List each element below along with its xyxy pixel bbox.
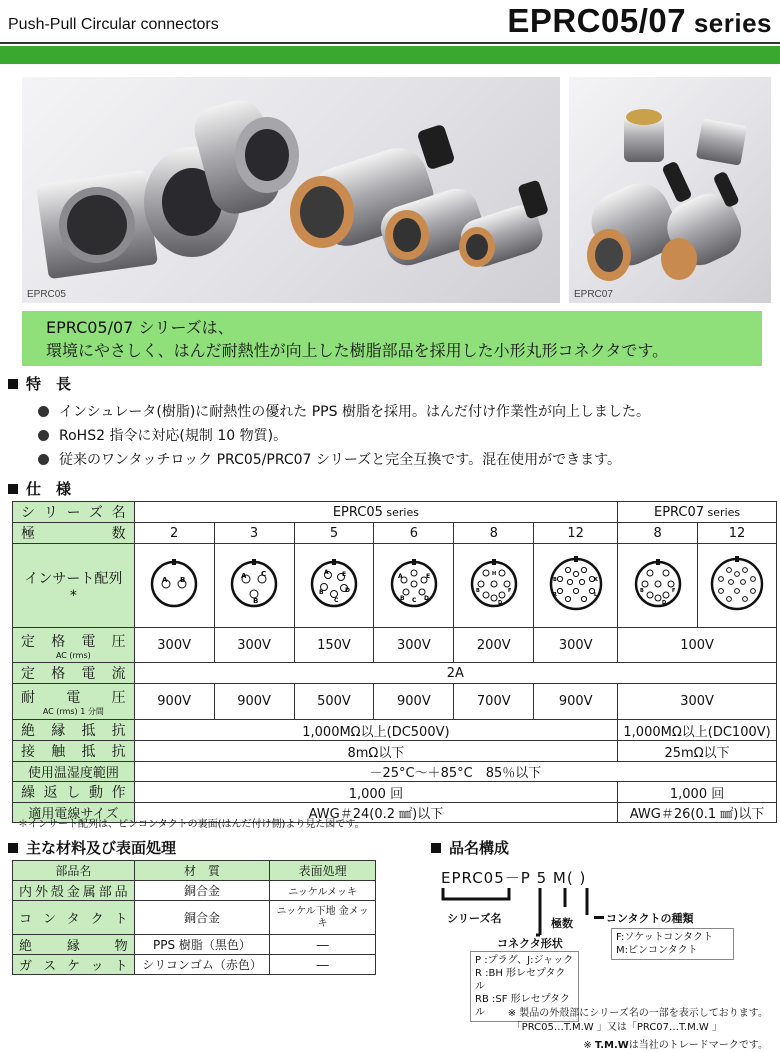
series05-name: EPRC05 [332, 504, 383, 520]
current-cell: 2A [134, 663, 776, 684]
svg-text:D: D [344, 586, 350, 594]
partnumber-shape: コネクタ形状 [497, 937, 563, 950]
poles-cell: 8 [454, 523, 534, 544]
spec-row-contact [13, 741, 777, 762]
section-square-icon [431, 843, 441, 853]
spec-row-series [13, 502, 777, 523]
spec-row-poles [13, 523, 777, 544]
poles-cell: 12 [534, 523, 618, 544]
svg-text:B: B [318, 588, 324, 596]
spec-row-current [13, 663, 777, 684]
poles-cell: 2 [134, 523, 214, 544]
insert-6pin-icon [384, 554, 444, 614]
voltage-cell: 300V [134, 628, 214, 663]
series07-name: EPRC07 [653, 504, 705, 520]
insert-2pin-icon [144, 554, 204, 614]
svg-text:H: H [491, 570, 496, 577]
shape-option: P :プラグ、J:ジャック [475, 955, 574, 966]
contact-type-label: コンタクトの種類 [606, 912, 694, 925]
spec-row-temp [13, 762, 777, 782]
shape-option: RB :SF 形レセプタクル [475, 994, 570, 1018]
material-finish: ― [270, 955, 376, 975]
svg-text:E: E [341, 570, 347, 578]
header-title-main: EPRC05/07 [507, 2, 687, 39]
voltage-cell: 300V [374, 628, 454, 663]
trademark-note-1: ※ 製品の外殻部にシリーズ名の一部を表示しております。 [507, 1008, 768, 1019]
svg-text:B: B [253, 596, 259, 605]
feature-text: インシュレータ(樹脂)に耐熱性の優れた PPS 樹脂を採用。はんだ付け作業性が向上しました。 [59, 404, 650, 420]
svg-text:B: B [475, 587, 480, 594]
header-green-bar [0, 46, 780, 64]
trademark-brand: T.M.W [594, 1040, 629, 1051]
svg-text:A: A [397, 572, 403, 580]
intro-line-1: EPRC05/07 シリーズは、 [46, 318, 234, 337]
spec-label-withstand [13, 684, 135, 720]
poles-cell: 8 [618, 523, 698, 544]
eprc07-connectors-illustration [569, 77, 771, 303]
svg-text:L: L [593, 591, 597, 598]
svg-text:F: F [671, 587, 675, 594]
material-finish: ニッケルメッキ [270, 881, 376, 901]
materials-header: 部品名 [13, 861, 135, 881]
withstand-cell: 500V [294, 684, 374, 720]
svg-text:B: B [639, 587, 644, 594]
withstand-cell: 900V [534, 684, 618, 720]
product-photo-eprc05 [22, 77, 560, 303]
contact-cell-05: 8mΩ以下 [134, 741, 617, 762]
voltage-cell: 200V [454, 628, 534, 663]
withstand-cell: 900V [134, 684, 214, 720]
svg-text:A: A [162, 575, 168, 584]
withstand-cell: 700V [454, 684, 534, 720]
header-title [507, 2, 772, 40]
svg-text:C: C [261, 569, 267, 578]
materials-title: 主な材料及び表面処理 [26, 839, 177, 857]
material-name: 銅合金 [134, 901, 270, 935]
partnumber-heading [431, 837, 509, 858]
insert-diagram-3 [214, 544, 294, 628]
contact-option: F:ソケットコンタクト [616, 932, 713, 943]
features-heading [8, 373, 71, 394]
materials-row [13, 901, 376, 935]
shape-option: R :BH 形レセプタクル [475, 968, 566, 992]
materials-header-row [13, 861, 376, 881]
wire-cell-05: AWG＃24(0.2 ㎟)以下 [134, 803, 617, 823]
poles-cell: 6 [374, 523, 454, 544]
section-square-icon [8, 843, 18, 853]
spec-row-cycles [13, 782, 777, 803]
temp-cell: －25°C～＋85°C 85％以下 [134, 762, 776, 782]
spec-title: 仕 様 [26, 480, 72, 498]
header-subtitle: Push-Pull Circular connectors [8, 16, 219, 33]
material-finish: ニッケル下地 金メッキ [270, 901, 376, 935]
poles-cell: 12 [698, 523, 777, 544]
series05-suffix: series [382, 505, 419, 519]
material-part: コンタクト [13, 901, 135, 935]
series07-suffix: series [704, 505, 741, 519]
product-photo-eprc07 [569, 77, 771, 303]
connector-line-icon [594, 916, 604, 919]
svg-text:R: R [552, 591, 557, 598]
feature-item [38, 401, 650, 421]
svg-text:D: D [497, 599, 502, 606]
svg-text:B: B [180, 575, 186, 584]
bullet-icon [38, 454, 49, 465]
materials-row [13, 881, 376, 901]
svg-text:F: F [507, 587, 512, 594]
materials-table [12, 860, 376, 975]
cycles-cell-05: 1,000 回 [134, 782, 617, 803]
insert-07-12pin-icon [705, 552, 769, 616]
partnumber-poles: 極数 [551, 917, 573, 930]
contact-option: M:ピンコンタクト [616, 945, 698, 956]
trademark-note-3: ※ T.M.Wは当社のトレードマークです。 [583, 1040, 768, 1051]
insert-3pin-icon [224, 554, 284, 614]
header-divider [0, 42, 780, 44]
material-part: ガスケット [13, 955, 135, 975]
spec-label-voltage [13, 628, 135, 663]
voltage-label: 定格電圧 [21, 633, 126, 650]
poles-cell: 3 [214, 523, 294, 544]
spec-row-insulation [13, 720, 777, 741]
material-name: シリコンゴム（赤色） [134, 955, 270, 975]
feature-text: 従来のワンタッチロック PRC05/PRC07 シリーズと完全互換です。混在使用ができます。 [59, 452, 621, 468]
spec-row-withstand [13, 684, 777, 720]
spec-table [12, 501, 777, 823]
contact-cell-07: 25mΩ以下 [618, 741, 777, 762]
trademark-note-2: 「PRC05…T.M.W 」又は「PRC07…T.M.W 」 [511, 1022, 722, 1033]
svg-text:C: C [333, 596, 339, 604]
features-title: 特 長 [26, 375, 72, 393]
bullet-icon [38, 406, 49, 417]
material-part: 絶縁物 [13, 935, 135, 955]
withstand-sublabel: AC (rms) 1 分間 [42, 707, 104, 716]
spec-heading [8, 478, 71, 499]
intro-line-2: 環境にやさしく、はんだ耐熱性が向上した樹脂部品を採用した小形丸形コネクタです。 [46, 341, 669, 360]
poles-cell: 5 [294, 523, 374, 544]
svg-text:D: D [423, 594, 429, 602]
spec-label-temp: 使用温湿度範囲 [13, 762, 135, 782]
insert-diagram-07-12 [698, 544, 777, 628]
voltage-cell: 300V [214, 628, 294, 663]
withstand-cell: 900V [214, 684, 294, 720]
insert-5pin-icon [304, 554, 364, 614]
material-finish: ― [270, 935, 376, 955]
section-square-icon [8, 484, 18, 494]
withstand-cell: 900V [374, 684, 454, 720]
material-name: PPS 樹脂（黒色） [134, 935, 270, 955]
spec-series-eprc07 [618, 502, 777, 523]
spec-label-cycles: 繰返し動作 [13, 782, 135, 803]
spec-footnote: ＊インサート配列は、ピンコンタクトの裏面(はんだ付け側)より見た図です。 [18, 819, 365, 830]
insert-07-8pin-icon [628, 554, 688, 614]
materials-header: 表面処理 [270, 861, 376, 881]
insert-diagram-07-8 [618, 544, 698, 628]
spec-label-series: シリーズ名 [13, 502, 135, 523]
spec-label-poles: 極 数 [13, 523, 135, 544]
insulation-cell-07: 1,000MΩ以上(DC100V) [618, 720, 777, 741]
partnumber-contact-type [594, 910, 694, 926]
insert-8pin-icon [464, 554, 524, 614]
insulation-cell-05: 1,000MΩ以上(DC500V) [134, 720, 617, 741]
material-part: 内外殻金属部品 [13, 881, 135, 901]
insert-12pin-icon [544, 552, 608, 616]
partnumber-series-name: シリーズ名 [447, 912, 502, 925]
feature-item [38, 449, 621, 469]
svg-text:A: A [323, 568, 329, 576]
insert-diagram-8 [454, 544, 534, 628]
materials-row [13, 955, 376, 975]
insert-diagram-12 [534, 544, 618, 628]
insert-diagram-2 [134, 544, 214, 628]
bullet-icon [38, 430, 49, 441]
svg-text:B: B [552, 576, 557, 583]
spec-label-insert: インサート配列* [13, 544, 135, 628]
voltage-sublabel: AC (rms) [55, 650, 91, 660]
spec-series-eprc05 [134, 502, 617, 523]
cycles-cell-07: 1,000 回 [618, 782, 777, 803]
feature-text: RoHS2 指令に対応(規制 10 物質)。 [59, 428, 288, 444]
voltage-cell: 150V [294, 628, 374, 663]
photo-caption-eprc05: EPRC05 [27, 289, 66, 300]
voltage-cell: 300V [534, 628, 618, 663]
spec-row-insert [13, 544, 777, 628]
withstand-label: 耐電圧 [21, 690, 126, 706]
section-square-icon [8, 379, 18, 389]
svg-text:E: E [425, 572, 430, 580]
wire-cell-07: AWG＃26(0.1 ㎟)以下 [618, 803, 777, 823]
trademark-text: は当社のトレードマークです。 [628, 1040, 768, 1051]
photo-caption-eprc07: EPRC07 [574, 289, 613, 300]
svg-text:K: K [593, 576, 598, 583]
partnumber-title: 品名構成 [449, 839, 510, 857]
header-title-suffix: series [686, 8, 772, 38]
materials-row [13, 935, 376, 955]
spec-label-contact: 接触抵抗 [13, 741, 135, 762]
materials-heading [8, 837, 176, 858]
spec-row-voltage [13, 628, 777, 663]
svg-text:D: D [661, 599, 666, 606]
voltage-cell-07: 100V [618, 628, 777, 663]
spec-label-current: 定格電流 [13, 663, 135, 684]
materials-header: 材 質 [134, 861, 270, 881]
insert-diagram-5 [294, 544, 374, 628]
svg-text:A: A [241, 571, 247, 580]
spec-label-insulation: 絶縁抵抗 [13, 720, 135, 741]
insert-diagram-6 [374, 544, 454, 628]
material-name: 銅合金 [134, 881, 270, 901]
spec-label-wire: 適用電線サイズ [13, 803, 135, 823]
svg-text:C: C [411, 596, 417, 604]
partnumber-code: EPRC05－P 5 M( ) [441, 869, 587, 887]
feature-item [38, 425, 287, 445]
intro-banner [22, 311, 762, 366]
eprc05-connectors-illustration [22, 77, 560, 303]
svg-text:B: B [399, 594, 405, 602]
contact-options-box [611, 928, 734, 960]
withstand-cell-07: 300V [618, 684, 777, 720]
